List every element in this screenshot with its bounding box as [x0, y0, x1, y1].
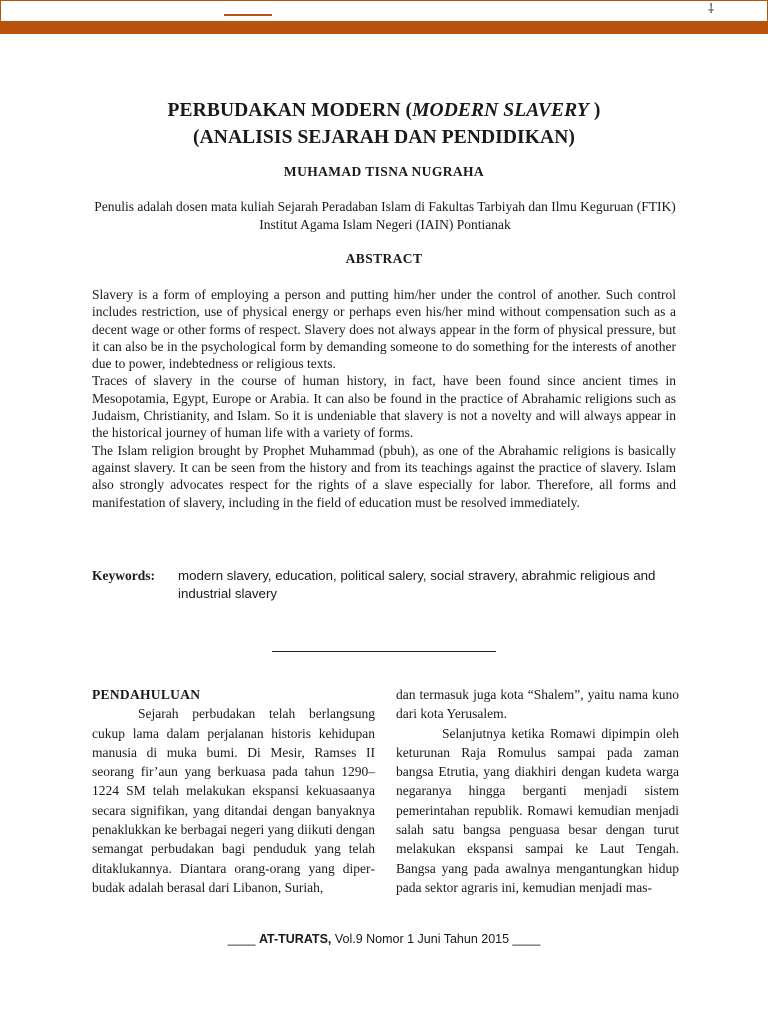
author-name: MUHAMAD TISNA NUGRAHA: [283, 164, 485, 179]
section-separator: [272, 651, 496, 652]
top-header-frame: [0, 0, 768, 21]
abstract-body: [92, 286, 676, 511]
abstract-paragraph: Traces of slavery in the course of human history, in fact, have been found since ancient times in Mesopotamia, Egypt, Europe or Arabia. It can also be found in the practice of Abrahamic religions such as Judaism, Christianity, and Islam. So it is undeniable that slavery is not a novelty and will always appear in the historical journey of human life with a variety of forms.: [92, 373, 676, 441]
body-paragraph-continuation: dan termasuk juga kota “Shalem”, yaitu nama kuno dari kota Yerusalem.: [396, 687, 679, 722]
abstract-paragraph: Slavery is a form of employing a person and putting him/her under the control of another. Such control includes restriction, use of physical energy or perhaps even his/her mind without compensation such as a decent wage or other forms of respect. Slavery does not always appear in the form of physical pressure, but it can also be in the psychological form by demanding someone to do something for the interests of another due to power, indebtedness or religious texts.: [92, 287, 676, 372]
title-line-1: PERBUDAKAN MODERN (MODERN SLAVERY ): [167, 100, 601, 121]
keywords-label: Keywords:: [92, 568, 155, 583]
title-line-2: (ANALISIS SEJARAH DAN PENDIDIKAN): [193, 127, 575, 148]
author-affiliation: Penulis adalah dosen mata kuliah Sejarah Peradaban Islam di Fakultas Tarbiyah dan Ilmu Keguruan (FTIK) Institut Agama Islam Negeri (IAIN) Pontianak: [94, 199, 676, 232]
journal-issue: Vol.9 Nomor 1 Juni Tahun 2015: [331, 932, 513, 946]
abstract-paragraph: The Islam religion brought by Prophet Muhammad (pbuh), as one of the Abrahamic religions is basically against slavery. It can be seen from the history and from its teachings against the practice of slavery. Islam also strongly advocates respect for the rights of a slave especially for labor. Therefore, all forms and manifestation of slavery, including in the field of education must be resolved immediately.: [92, 442, 676, 510]
journal-name: AT-TURATS,: [258, 932, 332, 946]
abstract-heading: ABSTRACT: [345, 251, 423, 266]
body-column-left: [92, 685, 375, 897]
page-footer: ____ AT-TURATS, Vol.9 Nomor 1 Juni Tahun 2015 ____: [227, 932, 541, 946]
section-heading: PENDAHULUAN: [92, 687, 201, 702]
header-color-band: [0, 21, 768, 34]
body-column-right: [396, 685, 679, 897]
header-rule: [224, 14, 272, 16]
corner-mark-icon: ⸸: [708, 2, 715, 17]
keywords-text: modern slavery, education, political salery, social stravery, abrahmic religious and industrial slavery: [178, 568, 656, 601]
body-paragraph: Selanjutnya ketika Romawi dipimpin oleh keturunan Raja Romulus sampai pada zaman bangsa Etrutia, yang diakhiri dengan kudeta warga negaranya hingga berganti menjadi sistem pemerintahan republik. Romawi kemudian menjadi salah satu bangsa penguasa besar dengan turut melakukan ekspansi sampai ke Laut Tengah. Bangsa yang pada awalnya mengantungkan hidup pada sektor agraris ini, kemudian menjadi mas-: [396, 725, 679, 895]
body-paragraph: Sejarah perbudakan telah berlangsung cukup lama dalam perjalanan historis kehidupan manusia di muka bumi. Di Mesir, Ramses II seorang fir’aun yang berkuasa pada tahun 1290–1224 SM telah melakukan ekspansi kekuasaanya secara signifikan, yang ditandai dengan banyaknya penaklukkan ke berbagai negeri yang diikuti dengan semangat perbudakan bagi penduduk yang telah ditaklukannya. Diantara orang-orang yang diperbudak adalah berasal dari Libanon, Suriah,: [92, 706, 375, 895]
paper-title: [0, 97, 768, 151]
